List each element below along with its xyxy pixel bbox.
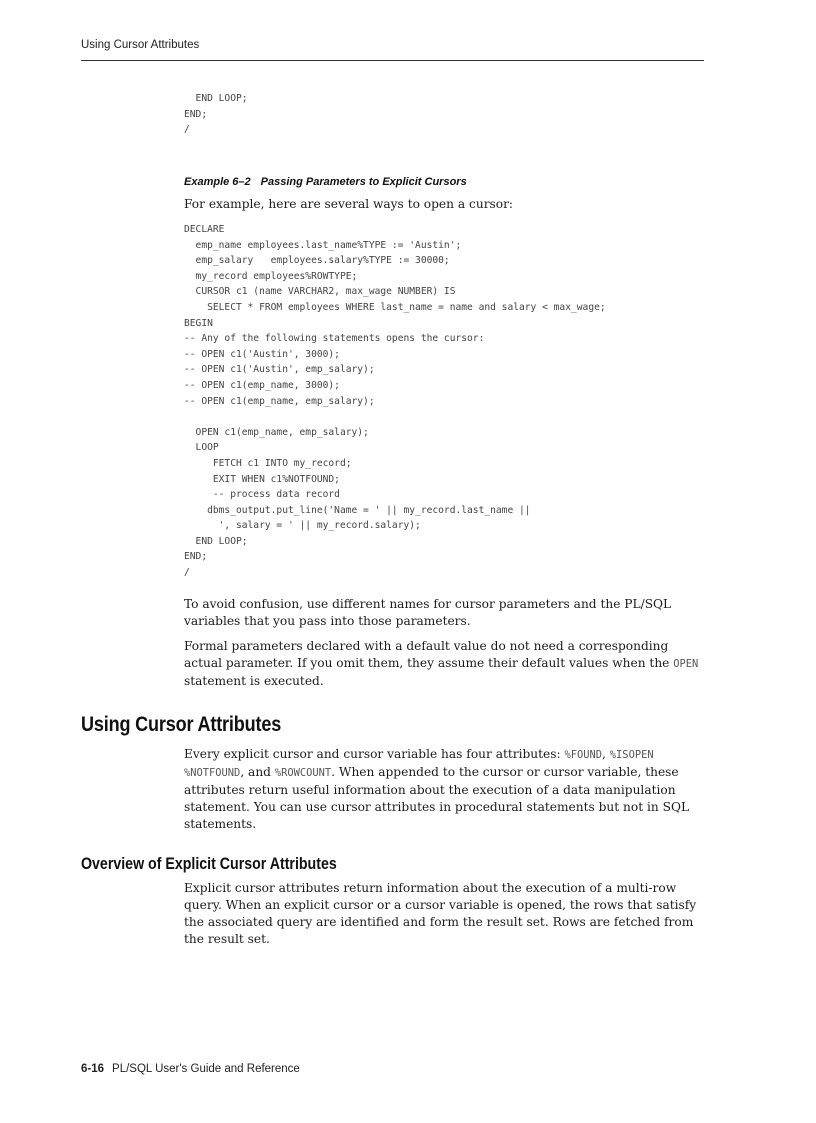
code-block-example [184, 222, 606, 581]
example-number: Example 6–2 [184, 176, 251, 188]
code-line: END; [184, 551, 208, 563]
text-run: , and [240, 765, 275, 779]
text-run: Every explicit cursor and cursor variable has four attributes: [184, 747, 565, 761]
code-line: -- OPEN c1(emp_name, emp_salary); [184, 395, 375, 407]
code-line: -- Any of the following statements opens the cursor: [184, 333, 485, 345]
paragraph-cursor-attributes [184, 746, 709, 833]
code-block-top [184, 91, 248, 138]
inline-code: %ROWCOUNT [274, 767, 332, 779]
text-run: , [602, 747, 610, 761]
code-line: my_record employees%ROWTYPE; [184, 270, 358, 282]
code-line: ', salary = ' || my_record.salary); [184, 520, 421, 532]
code-line: BEGIN [184, 317, 213, 329]
section-heading: Using Cursor Attributes [81, 713, 282, 736]
code-line: emp_salary employees.salary%TYPE := 30000; [184, 255, 450, 267]
code-line: END; [184, 108, 208, 120]
text-run: . When appended to the cursor or cursor variable, these attributes return useful information about the execution of a data manipulation statement. You can use cursor attributes in procedural statements but not in SQL statements. [184, 765, 690, 831]
inline-code: %NOTFOUND [184, 767, 241, 779]
text-run: statement is executed. [184, 674, 324, 688]
code-line: DECLARE [184, 224, 225, 235]
paragraph-avoid-confusion: To avoid confusion, use different names for cursor parameters and the PL/SQL variables that you pass into those parameters. [184, 597, 672, 628]
code-line: -- OPEN c1(emp_name, 3000); [184, 379, 340, 391]
page-footer [81, 1063, 300, 1075]
subsection-heading: Overview of Explicit Cursor Attributes [81, 855, 337, 873]
header-rule [81, 60, 704, 61]
code-line: FETCH c1 INTO my_record; [184, 457, 352, 469]
code-line: END LOOP; [184, 535, 248, 547]
running-header: Using Cursor Attributes [81, 39, 200, 51]
intro-paragraph: For example, here are several ways to open a cursor: [184, 197, 514, 211]
inline-code: %FOUND [564, 749, 603, 761]
example-caption [184, 176, 467, 188]
code-line: SELECT * FROM employees WHERE last_name = name and salary < max_wage; [184, 301, 606, 313]
text-run: Formal parameters declared with a default value do not need a corresponding actual parameter. If you omit them, they assume their default values when the [184, 639, 674, 670]
code-line: / [184, 567, 190, 579]
inline-code: OPEN [673, 658, 699, 670]
paragraph-formal-parameters [184, 638, 709, 690]
code-line: emp_name employees.last_name%TYPE := 'Austin'; [184, 239, 462, 251]
code-line: -- OPEN c1('Austin', 3000); [184, 348, 340, 360]
code-line: END LOOP; [184, 93, 248, 104]
code-line: -- OPEN c1('Austin', emp_salary); [184, 364, 375, 376]
code-line: LOOP [184, 442, 219, 454]
paragraph-explicit-cursor-overview: Explicit cursor attributes return information about the execution of a multi-row query. When an explicit cursor or a cursor variable is opened, the rows that satisfy the associated query are identified and form the result set. Rows are fetched from the result set. [184, 881, 697, 946]
code-line: OPEN c1(emp_name, emp_salary); [184, 426, 369, 438]
code-line: CURSOR c1 (name VARCHAR2, max_wage NUMBER) IS [184, 286, 456, 298]
code-line: dbms_output.put_line('Name = ' || my_record.last_name || [184, 504, 531, 516]
code-line: EXIT WHEN c1%NOTFOUND; [184, 473, 340, 485]
code-line: / [184, 124, 190, 136]
code-line: -- process data record [184, 489, 340, 501]
book-title: PL/SQL User's Guide and Reference [112, 1063, 300, 1075]
page-number: 6-16 [81, 1063, 105, 1075]
inline-code: %ISOPEN [609, 749, 654, 761]
example-title: Passing Parameters to Explicit Cursors [260, 176, 467, 188]
code-line [184, 409, 606, 425]
